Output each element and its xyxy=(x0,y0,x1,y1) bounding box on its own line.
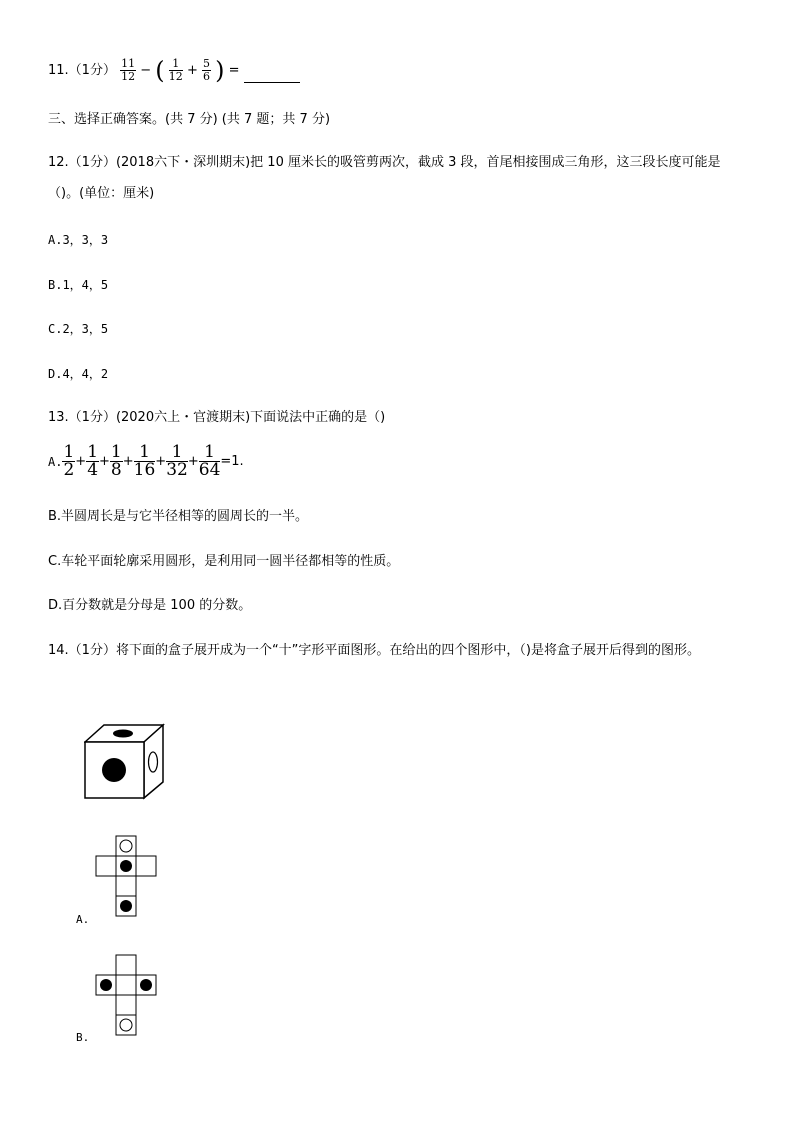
net-option-b[interactable] xyxy=(94,954,158,1038)
net-option-a-label: A. xyxy=(76,913,90,926)
question-12-text: 12.（1分）(2018六下・深圳期末)把 10 厘米长的吸管剪两次，截成 3 段，首尾相接围成三角形，这三段长度可能是（)。(单位：厘米) xyxy=(48,155,721,201)
plus-sign: + xyxy=(155,454,167,469)
q11-fraction-a: $\frac{11}{12}$ xyxy=(121,57,136,83)
q13-option-c[interactable]: C.车轮平面轮廓采用圆形，是利用同一圆半径都相等的性质。 xyxy=(48,554,400,569)
right-paren: ) xyxy=(215,56,225,85)
net-option-b-label: B. xyxy=(76,1031,90,1044)
q13-fraction-2: $\frac{1}{4}$ xyxy=(87,442,99,480)
q13-option-d[interactable]: D.百分数就是分母是 100 的分数。 xyxy=(48,598,252,613)
q11-fraction-c: $\frac{5}{6}$ xyxy=(202,57,210,83)
q11-minus: − xyxy=(140,63,152,78)
q12-option-d[interactable]: D.4，4，2 xyxy=(48,367,109,381)
q13-fraction-6: $\frac{1}{64}$ xyxy=(198,442,221,480)
q12-option-b[interactable]: B.1，4，5 xyxy=(48,278,109,292)
cube-figure xyxy=(84,722,168,800)
q13-fraction-3: $\frac{1}{8}$ xyxy=(110,442,122,480)
q13-fraction-4: $\frac{1}{16}$ xyxy=(133,442,156,480)
q11-prefix: 11.（1分） xyxy=(48,63,116,78)
plus-sign: + xyxy=(187,454,199,469)
net-option-a[interactable] xyxy=(94,835,158,919)
question-13-text: 13.（1分）(2020六上・官渡期末)下面说法中正确的是（) xyxy=(48,410,386,425)
q11-plus: + xyxy=(186,63,198,78)
q12-option-c[interactable]: C.2，3，5 xyxy=(48,322,109,336)
q13-option-a-suffix: =1. xyxy=(220,454,244,469)
q11-equals: = xyxy=(228,63,240,78)
question-14-text: 14.（1分）将下面的盒子展开成为一个“十”字形平面图形。在给出的四个图形中，（)是将盒子展开后得到的图形。 xyxy=(48,643,700,658)
q11-fraction-b: $\frac{1}{12}$ xyxy=(168,57,183,83)
left-paren: ( xyxy=(155,56,165,85)
q12-option-a[interactable]: A.3，3，3 xyxy=(48,233,109,247)
section-3-heading: 三、选择正确答案。(共 7 分) (共 7 题；共 7 分) xyxy=(48,112,331,127)
q13-option-b[interactable]: B.半圆周长是与它半径相等的圆周长的一半。 xyxy=(48,509,309,524)
q13-option-a-label: A. xyxy=(48,455,63,469)
question-11 xyxy=(48,58,300,83)
plus-sign: + xyxy=(122,454,134,469)
q13-option-a[interactable] xyxy=(48,444,244,480)
plus-sign: + xyxy=(99,454,110,469)
q13-fraction-5: $\frac{1}{32}$ xyxy=(166,442,188,480)
q13-fraction-1: $\frac{1}{2}$ xyxy=(63,442,75,480)
answer-blank[interactable] xyxy=(244,68,300,83)
plus-sign: + xyxy=(75,454,87,469)
